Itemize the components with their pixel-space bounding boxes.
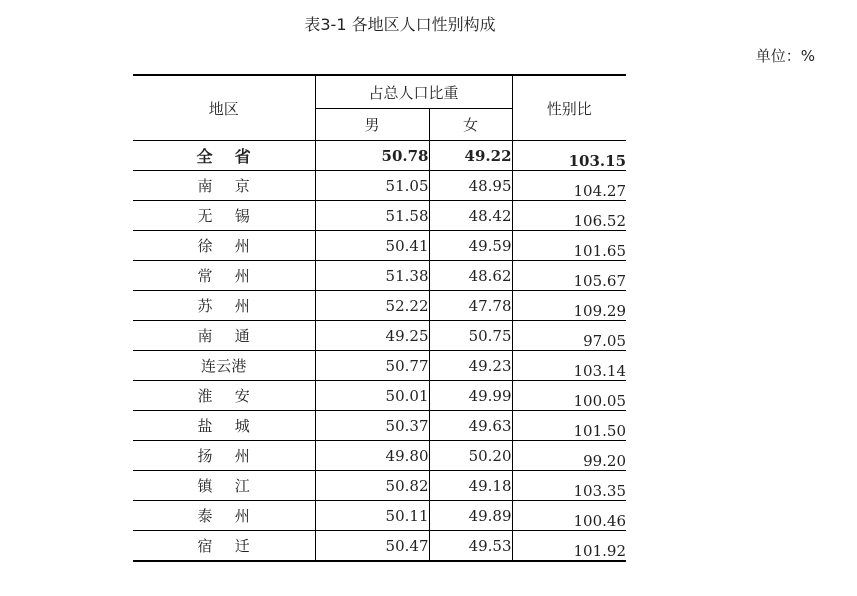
male-share-cell: 50.37 <box>315 411 429 441</box>
region-name-part: 州 <box>234 447 250 465</box>
region-cell <box>133 201 315 231</box>
region-name-part: 州 <box>234 507 250 525</box>
sex-ratio-cell: 101.92 <box>512 531 626 562</box>
female-share-cell: 48.95 <box>429 171 512 201</box>
region-name-part: 城 <box>234 417 250 435</box>
region-name-part: 南 <box>197 177 213 195</box>
table-row <box>133 231 626 261</box>
header-region: 地区 <box>133 75 315 141</box>
sex-ratio-cell: 103.35 <box>512 471 626 501</box>
table-body <box>133 141 626 562</box>
region-cell <box>133 141 315 171</box>
region-cell <box>133 231 315 261</box>
table-row <box>133 351 626 381</box>
male-share-cell: 50.11 <box>315 501 429 531</box>
female-share-cell: 49.99 <box>429 381 512 411</box>
region-name-part: 无 <box>197 207 213 225</box>
region-name-part: 扬 <box>197 447 213 465</box>
header-female: 女 <box>429 109 512 141</box>
male-share-cell: 51.38 <box>315 261 429 291</box>
region-name-part: 泰 <box>197 507 213 525</box>
table-title: 表3-1 各地区人口性别构成 <box>304 15 496 34</box>
female-share-cell: 49.18 <box>429 471 512 501</box>
table-row <box>133 261 626 291</box>
region-name-part: 江 <box>234 477 250 495</box>
header-ratio: 性别比 <box>512 75 626 141</box>
male-share-cell: 49.80 <box>315 441 429 471</box>
region-name-part: 州 <box>234 237 250 255</box>
region-name-part: 省 <box>234 147 251 166</box>
region-name-part: 州 <box>234 297 250 315</box>
table-row <box>133 291 626 321</box>
header-row-top <box>133 75 626 109</box>
region-name-part: 通 <box>234 327 250 345</box>
sex-ratio-cell: 100.05 <box>512 381 626 411</box>
region-cell <box>133 381 315 411</box>
male-share-cell: 50.78 <box>315 141 429 171</box>
sex-ratio-cell: 97.05 <box>512 321 626 351</box>
region-name-part: 安 <box>234 387 250 405</box>
male-share-cell: 50.82 <box>315 471 429 501</box>
region-cell <box>133 321 315 351</box>
region-name-part: 京 <box>234 177 250 195</box>
region-name-part: 连云港 <box>200 357 247 375</box>
sex-ratio-cell: 109.29 <box>512 291 626 321</box>
table-header <box>133 75 626 141</box>
female-share-cell: 47.78 <box>429 291 512 321</box>
male-share-cell: 50.01 <box>315 381 429 411</box>
region-cell <box>133 351 315 381</box>
female-share-cell: 49.59 <box>429 231 512 261</box>
table-row <box>133 441 626 471</box>
region-name-part: 南 <box>197 327 213 345</box>
female-share-cell: 48.42 <box>429 201 512 231</box>
sex-ratio-cell: 101.50 <box>512 411 626 441</box>
female-share-cell: 49.63 <box>429 411 512 441</box>
region-cell <box>133 171 315 201</box>
region-name-part: 宿 <box>197 537 213 555</box>
female-share-cell: 49.53 <box>429 531 512 562</box>
unit-label: 单位：% <box>755 47 815 65</box>
table-row <box>133 201 626 231</box>
table-row-total <box>133 141 626 171</box>
region-name-part: 盐 <box>197 417 213 435</box>
male-share-cell: 50.77 <box>315 351 429 381</box>
sex-ratio-cell: 105.67 <box>512 261 626 291</box>
female-share-cell: 49.22 <box>429 141 512 171</box>
table-row <box>133 471 626 501</box>
region-name-part: 迁 <box>234 537 250 555</box>
sex-ratio-cell: 103.15 <box>512 141 626 171</box>
region-name-part: 常 <box>197 267 213 285</box>
male-share-cell: 52.22 <box>315 291 429 321</box>
region-name-part: 全 <box>196 147 213 166</box>
table-row <box>133 531 626 562</box>
male-share-cell: 51.58 <box>315 201 429 231</box>
table-row <box>133 381 626 411</box>
region-name-part: 苏 <box>197 297 213 315</box>
female-share-cell: 49.89 <box>429 501 512 531</box>
table-row <box>133 501 626 531</box>
population-sex-table <box>133 74 626 562</box>
region-cell <box>133 501 315 531</box>
header-share: 占总人口比重 <box>315 75 512 109</box>
female-share-cell: 50.20 <box>429 441 512 471</box>
region-name-part: 州 <box>234 267 250 285</box>
male-share-cell: 51.05 <box>315 171 429 201</box>
region-cell <box>133 531 315 562</box>
region-cell <box>133 291 315 321</box>
male-share-cell: 50.47 <box>315 531 429 562</box>
sex-ratio-cell: 103.14 <box>512 351 626 381</box>
table-row <box>133 171 626 201</box>
region-cell <box>133 411 315 441</box>
table-row <box>133 411 626 441</box>
female-share-cell: 49.23 <box>429 351 512 381</box>
region-name-part: 淮 <box>197 387 213 405</box>
sex-ratio-cell: 101.65 <box>512 231 626 261</box>
region-name-part: 徐 <box>197 237 213 255</box>
sex-ratio-cell: 106.52 <box>512 201 626 231</box>
region-name-part: 锡 <box>234 207 250 225</box>
male-share-cell: 50.41 <box>315 231 429 261</box>
table-row <box>133 321 626 351</box>
female-share-cell: 50.75 <box>429 321 512 351</box>
female-share-cell: 48.62 <box>429 261 512 291</box>
region-cell <box>133 441 315 471</box>
region-name-part: 镇 <box>197 477 213 495</box>
male-share-cell: 49.25 <box>315 321 429 351</box>
sex-ratio-cell: 100.46 <box>512 501 626 531</box>
sex-ratio-cell: 104.27 <box>512 171 626 201</box>
region-cell <box>133 261 315 291</box>
region-cell <box>133 471 315 501</box>
sex-ratio-cell: 99.20 <box>512 441 626 471</box>
header-male: 男 <box>315 109 429 141</box>
